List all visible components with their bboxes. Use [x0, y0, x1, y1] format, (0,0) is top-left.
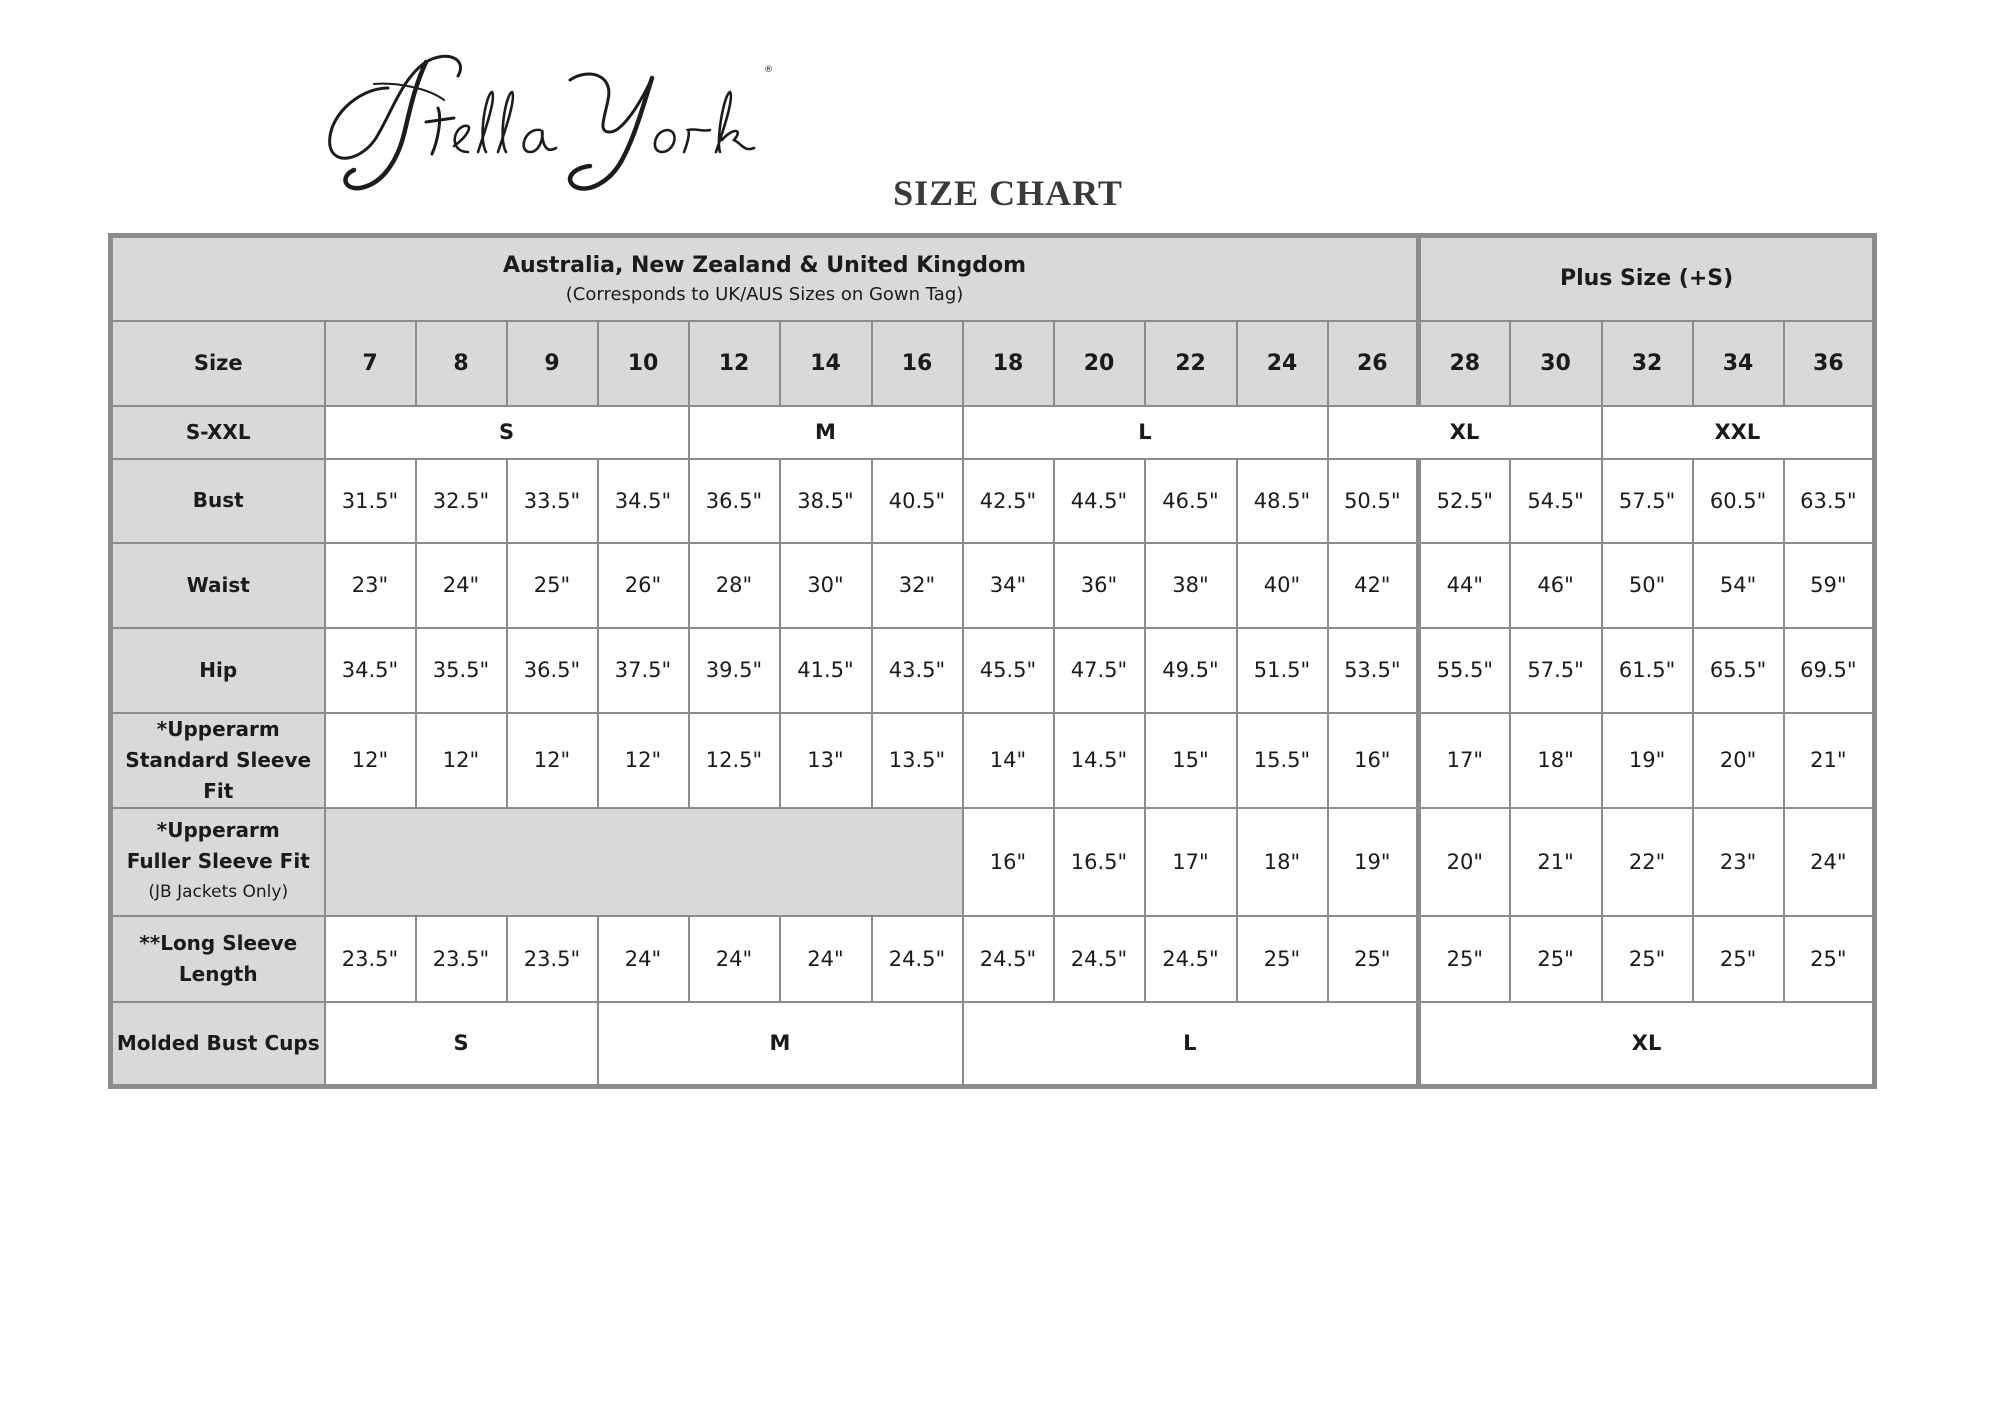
size-cell: 12: [689, 321, 780, 406]
value-cell: 23.5": [416, 916, 507, 1002]
bust-row: [111, 459, 1875, 543]
value-cell: 25": [1237, 916, 1328, 1002]
label-line: Length: [178, 961, 258, 986]
band-cell: M: [598, 1002, 963, 1087]
value-cell: 34": [963, 543, 1054, 628]
value-cell: 25": [507, 543, 598, 628]
size-cell: 16: [872, 321, 963, 406]
value-cell: 42": [1328, 543, 1419, 628]
size-cell: 10: [598, 321, 689, 406]
value-cell: 40.5": [872, 459, 963, 543]
size-cell: 9: [507, 321, 598, 406]
sxxl-label: S-XXL: [111, 406, 325, 459]
size-cell: 36: [1784, 321, 1875, 406]
value-cell: 61.5": [1602, 628, 1693, 713]
value-cell: 57.5": [1602, 459, 1693, 543]
value-cell: 18": [1237, 808, 1328, 916]
size-cell: 8: [416, 321, 507, 406]
value-cell: 54.5": [1510, 459, 1602, 543]
value-cell: 69.5": [1784, 628, 1875, 713]
label-note: (JB Jackets Only): [148, 882, 289, 902]
upperarm-fuller-row: [111, 808, 1875, 916]
hip-row: [111, 628, 1875, 713]
label-line: Fuller Sleeve Fit: [126, 849, 310, 873]
value-cell: 31.5": [325, 459, 416, 543]
region-header: [111, 236, 1419, 321]
value-cell: 32": [872, 543, 963, 628]
page-title: SIZE CHART: [893, 173, 1123, 213]
size-cell: 20: [1054, 321, 1145, 406]
size-cell: 24: [1237, 321, 1328, 406]
value-cell: 37.5": [598, 628, 689, 713]
band-cell: S: [325, 1002, 598, 1087]
size-label: Size: [111, 321, 325, 406]
label-line: **Long Sleeve: [139, 930, 298, 955]
value-cell: 15": [1145, 713, 1237, 808]
waist-label: Waist: [111, 543, 325, 628]
value-cell: 24.5": [1145, 916, 1237, 1002]
band-cell: M: [689, 406, 963, 459]
value-cell: 21": [1784, 713, 1875, 808]
value-cell: 14": [963, 713, 1054, 808]
molded-cups-row: [111, 1002, 1875, 1087]
value-cell: 52.5": [1419, 459, 1510, 543]
value-cell: 23": [1693, 808, 1784, 916]
label-line: *Upperarm: [156, 818, 280, 842]
region-note: (Corresponds to UK/AUS Sizes on Gown Tag): [565, 283, 964, 305]
value-cell: 24": [780, 916, 872, 1002]
band-cell: L: [963, 1002, 1419, 1087]
value-cell: 25": [1693, 916, 1784, 1002]
value-cell: 17": [1145, 808, 1237, 916]
bust-label: Bust: [111, 459, 325, 543]
value-cell: 16": [963, 808, 1054, 916]
value-cell: 28": [689, 543, 780, 628]
size-cell: 30: [1510, 321, 1602, 406]
value-cell: 23": [325, 543, 416, 628]
value-cell: 19": [1602, 713, 1693, 808]
plus-size-title: Plus Size (+S): [1559, 266, 1734, 292]
value-cell: 35.5": [416, 628, 507, 713]
band-cell: XL: [1419, 1002, 1875, 1087]
value-cell: 46.5": [1145, 459, 1237, 543]
value-cell: 60.5": [1693, 459, 1784, 543]
plus-size-header: [1419, 236, 1875, 321]
band-cell: XXL: [1602, 406, 1875, 459]
size-cell: 14: [780, 321, 872, 406]
size-cell: 28: [1419, 321, 1510, 406]
band-cell: S: [325, 406, 689, 459]
value-cell: 25": [1784, 916, 1875, 1002]
value-cell: 12": [325, 713, 416, 808]
long-sleeve-row: [111, 916, 1875, 1002]
value-cell: 48.5": [1237, 459, 1328, 543]
size-cell: 18: [963, 321, 1054, 406]
value-cell: 19": [1328, 808, 1419, 916]
not-applicable-cell: [325, 808, 963, 916]
label-line: *Upperarm: [156, 716, 280, 741]
value-cell: 24.5": [1054, 916, 1145, 1002]
size-cell: 26: [1328, 321, 1419, 406]
value-cell: 13": [780, 713, 872, 808]
value-cell: 54": [1693, 543, 1784, 628]
value-cell: 25": [1602, 916, 1693, 1002]
value-cell: 51.5": [1237, 628, 1328, 713]
value-cell: 34.5": [598, 459, 689, 543]
value-cell: 39.5": [689, 628, 780, 713]
region-header-row: [111, 236, 1875, 321]
value-cell: 44": [1419, 543, 1510, 628]
value-cell: 38": [1145, 543, 1237, 628]
value-cell: 15.5": [1237, 713, 1328, 808]
band-cell: XL: [1328, 406, 1602, 459]
value-cell: 24": [1784, 808, 1875, 916]
value-cell: 17": [1419, 713, 1510, 808]
size-cell: 7: [325, 321, 416, 406]
value-cell: 25": [1328, 916, 1419, 1002]
value-cell: 55.5": [1419, 628, 1510, 713]
size-chart-table: [108, 233, 1877, 1089]
value-cell: 32.5": [416, 459, 507, 543]
size-row: [111, 321, 1875, 406]
value-cell: 30": [780, 543, 872, 628]
band-cell: L: [963, 406, 1328, 459]
molded-cups-label: Molded Bust Cups: [111, 1002, 325, 1087]
value-cell: 24": [598, 916, 689, 1002]
value-cell: 12": [598, 713, 689, 808]
value-cell: 36.5": [507, 628, 598, 713]
value-cell: 26": [598, 543, 689, 628]
label-line: Standard Sleeve Fit: [125, 747, 312, 803]
size-cell: 22: [1145, 321, 1237, 406]
value-cell: 53.5": [1328, 628, 1419, 713]
value-cell: 36": [1054, 543, 1145, 628]
value-cell: 20": [1693, 713, 1784, 808]
value-cell: 21": [1510, 808, 1602, 916]
upperarm-standard-row: [111, 713, 1875, 808]
size-cell: 34: [1693, 321, 1784, 406]
value-cell: 43.5": [872, 628, 963, 713]
region-title: Australia, New Zealand & United Kingdom: [503, 252, 1027, 278]
value-cell: 63.5": [1784, 459, 1875, 543]
value-cell: 45.5": [963, 628, 1054, 713]
value-cell: 20": [1419, 808, 1510, 916]
value-cell: 24": [689, 916, 780, 1002]
value-cell: 12.5": [689, 713, 780, 808]
value-cell: 41.5": [780, 628, 872, 713]
size-cell: 32: [1602, 321, 1693, 406]
value-cell: 34.5": [325, 628, 416, 713]
registered-mark: ®: [764, 65, 773, 75]
value-cell: 59": [1784, 543, 1875, 628]
value-cell: 46": [1510, 543, 1602, 628]
value-cell: 47.5": [1054, 628, 1145, 713]
value-cell: 25": [1419, 916, 1510, 1002]
value-cell: 16": [1328, 713, 1419, 808]
value-cell: 57.5": [1510, 628, 1602, 713]
hip-label: Hip: [111, 628, 325, 713]
waist-row: [111, 543, 1875, 628]
upperarm-standard-label: [111, 713, 325, 808]
value-cell: 40": [1237, 543, 1328, 628]
value-cell: 50.5": [1328, 459, 1419, 543]
value-cell: 42.5": [963, 459, 1054, 543]
value-cell: 24.5": [872, 916, 963, 1002]
value-cell: 24.5": [963, 916, 1054, 1002]
value-cell: 18": [1510, 713, 1602, 808]
value-cell: 23.5": [507, 916, 598, 1002]
value-cell: 12": [416, 713, 507, 808]
value-cell: 65.5": [1693, 628, 1784, 713]
value-cell: 49.5": [1145, 628, 1237, 713]
sxxl-row: [111, 406, 1875, 459]
upperarm-fuller-label: [111, 808, 325, 916]
value-cell: 50": [1602, 543, 1693, 628]
long-sleeve-label: [111, 916, 325, 1002]
value-cell: 38.5": [780, 459, 872, 543]
value-cell: 25": [1510, 916, 1602, 1002]
value-cell: 44.5": [1054, 459, 1145, 543]
value-cell: 23.5": [325, 916, 416, 1002]
value-cell: 13.5": [872, 713, 963, 808]
value-cell: 12": [507, 713, 598, 808]
value-cell: 16.5": [1054, 808, 1145, 916]
value-cell: 14.5": [1054, 713, 1145, 808]
value-cell: 24": [416, 543, 507, 628]
value-cell: 22": [1602, 808, 1693, 916]
value-cell: 36.5": [689, 459, 780, 543]
value-cell: 33.5": [507, 459, 598, 543]
